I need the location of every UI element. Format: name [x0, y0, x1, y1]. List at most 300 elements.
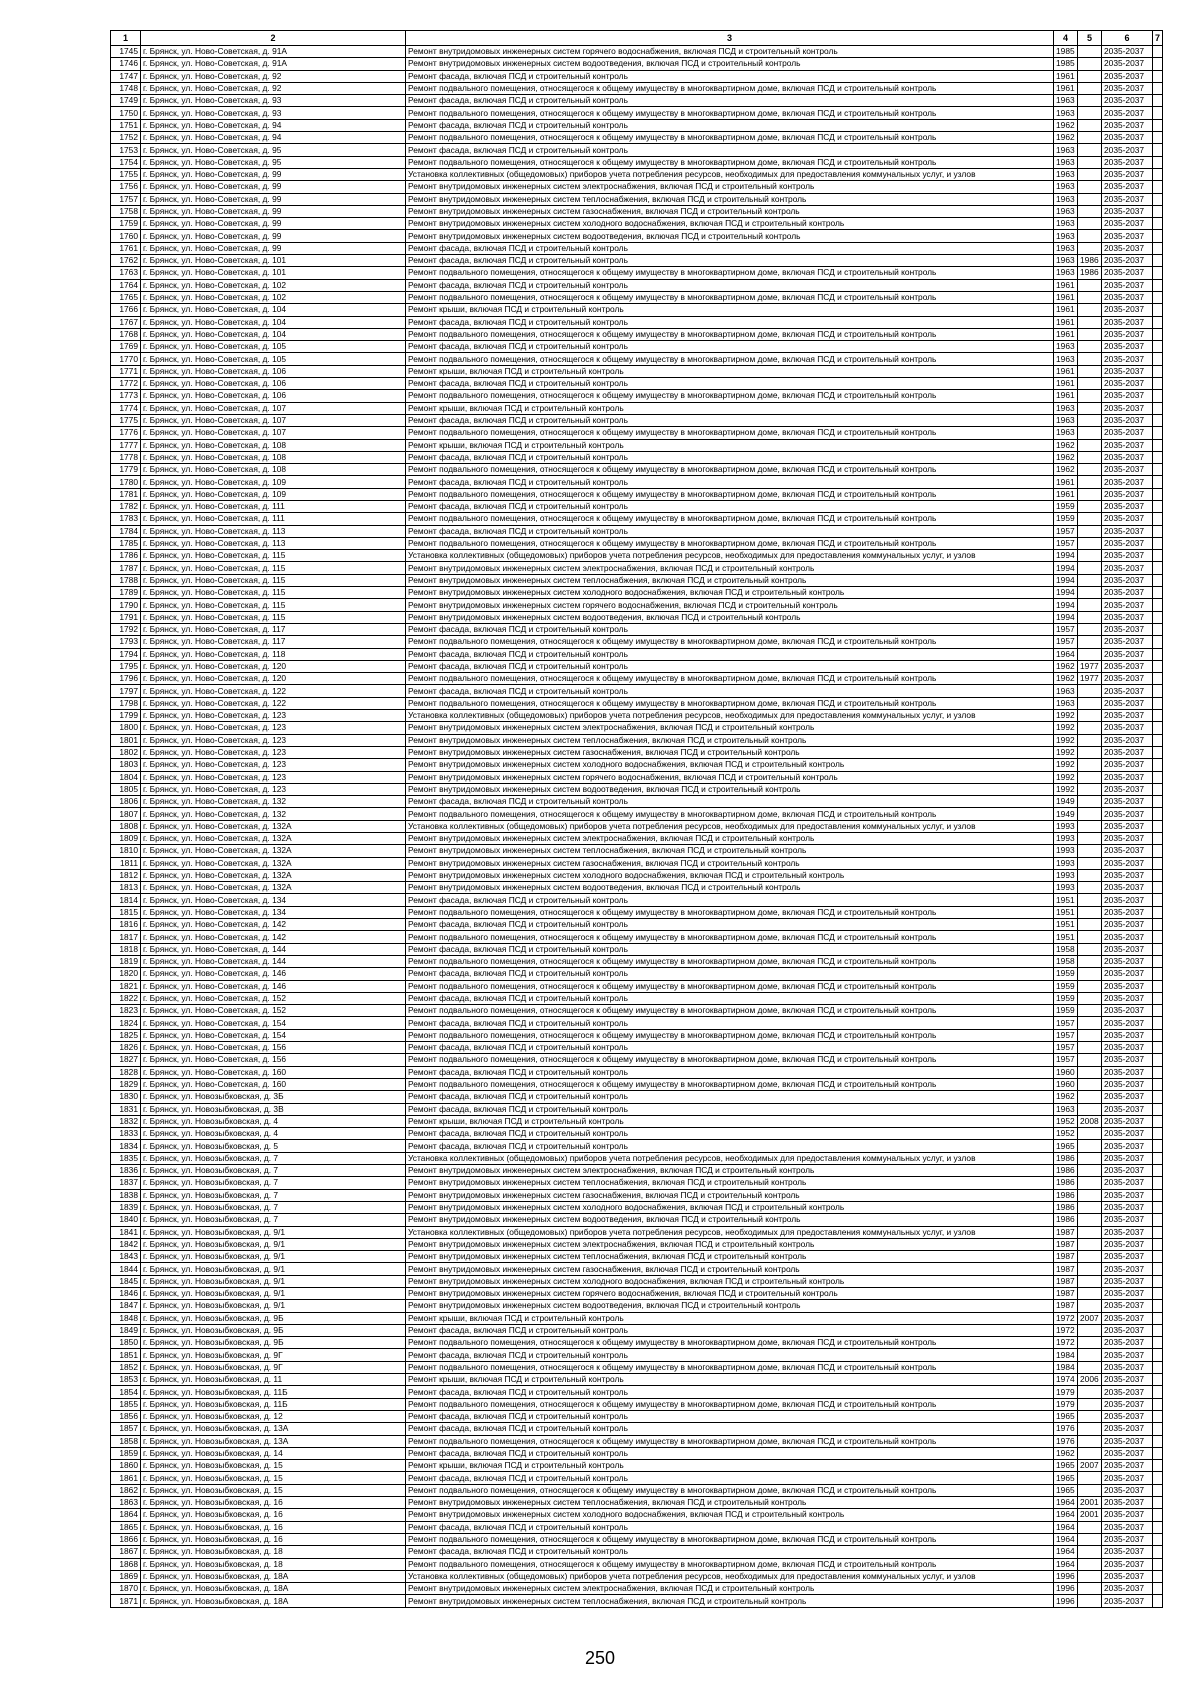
address-cell: г. Брянск, ул. Ново-Советская, д. 160	[141, 1078, 406, 1090]
planned-period-cell: 2035-2037	[1102, 771, 1153, 783]
planned-period-cell: 2035-2037	[1102, 1189, 1153, 1201]
table-row	[111, 906, 1163, 918]
build-year-cell: 1961	[1054, 488, 1078, 500]
table-row	[111, 70, 1163, 82]
address-cell: г. Брянск, ул. Ново-Советская, д. 95	[141, 156, 406, 168]
extra-cell	[1153, 488, 1163, 500]
work-type-cell: Ремонт фасада, включая ПСД и строительный контроль	[406, 378, 1054, 390]
table-row	[111, 1054, 1163, 1066]
last-repair-year-cell	[1078, 980, 1102, 992]
last-repair-year-cell	[1078, 168, 1102, 180]
planned-period-cell: 2035-2037	[1102, 1410, 1153, 1422]
row-number: 1832	[111, 1115, 141, 1127]
work-type-cell: Ремонт крыши, включая ПСД и строительный контроль	[406, 365, 1054, 377]
table-row	[111, 414, 1163, 426]
build-year-cell: 1949	[1054, 796, 1078, 808]
address-cell: г. Брянск, ул. Ново-Советская, д. 104	[141, 316, 406, 328]
row-number: 1821	[111, 980, 141, 992]
work-type-cell: Ремонт подвального помещения, относящегося к общему имуществу в многоквартирном доме, включая ПСД и строительный контроль	[406, 697, 1054, 709]
row-number: 1856	[111, 1410, 141, 1422]
extra-cell	[1153, 759, 1163, 771]
row-number: 1866	[111, 1533, 141, 1545]
planned-period-cell: 2035-2037	[1102, 1214, 1153, 1226]
work-type-cell: Ремонт крыши, включая ПСД и строительный контроль	[406, 1115, 1054, 1127]
build-year-cell: 1963	[1054, 414, 1078, 426]
row-number: 1835	[111, 1152, 141, 1164]
work-type-cell: Ремонт подвального помещения, относящегося к общему имуществу в многоквартирном доме, включая ПСД и строительный контроль	[406, 808, 1054, 820]
address-cell: г. Брянск, ул. Новозыбковская, д. 7	[141, 1165, 406, 1177]
row-number: 1826	[111, 1042, 141, 1054]
table-row	[111, 365, 1163, 377]
address-cell: г. Брянск, ул. Новозыбковская, д. 9/1	[141, 1300, 406, 1312]
build-year-cell: 1961	[1054, 70, 1078, 82]
row-number: 1808	[111, 820, 141, 832]
work-type-cell: Ремонт фасада, включая ПСД и строительный контроль	[406, 1140, 1054, 1152]
build-year-cell: 1992	[1054, 722, 1078, 734]
build-year-cell: 1961	[1054, 279, 1078, 291]
extra-cell	[1153, 869, 1163, 881]
table-row	[111, 919, 1163, 931]
build-year-cell: 1960	[1054, 1078, 1078, 1090]
row-number: 1867	[111, 1546, 141, 1558]
work-type-cell: Ремонт фасада, включая ПСД и строительный контроль	[406, 894, 1054, 906]
row-number: 1762	[111, 255, 141, 267]
planned-period-cell: 2035-2037	[1102, 992, 1153, 1004]
planned-period-cell: 2035-2037	[1102, 537, 1153, 549]
last-repair-year-cell	[1078, 1078, 1102, 1090]
build-year-cell: 1964	[1054, 1546, 1078, 1558]
planned-period-cell: 2035-2037	[1102, 710, 1153, 722]
row-number: 1828	[111, 1066, 141, 1078]
address-cell: г. Брянск, ул. Ново-Советская, д. 142	[141, 919, 406, 931]
table-row	[111, 955, 1163, 967]
table-row	[111, 943, 1163, 955]
row-number: 1844	[111, 1263, 141, 1275]
build-year-cell: 1992	[1054, 771, 1078, 783]
row-number: 1784	[111, 525, 141, 537]
build-year-cell: 1964	[1054, 1533, 1078, 1545]
planned-period-cell: 2035-2037	[1102, 95, 1153, 107]
table-row	[111, 869, 1163, 881]
last-repair-year-cell: 1977	[1078, 660, 1102, 672]
extra-cell	[1153, 1435, 1163, 1447]
table-row	[111, 58, 1163, 70]
build-year-cell: 1963	[1054, 267, 1078, 279]
build-year-cell: 1965	[1054, 1410, 1078, 1422]
extra-cell	[1153, 1214, 1163, 1226]
build-year-cell: 1994	[1054, 574, 1078, 586]
table-row	[111, 1152, 1163, 1164]
planned-period-cell: 2035-2037	[1102, 1521, 1153, 1533]
table-row	[111, 82, 1163, 94]
table-row	[111, 1374, 1163, 1386]
last-repair-year-cell	[1078, 931, 1102, 943]
build-year-cell: 1965	[1054, 1140, 1078, 1152]
column-header: 7	[1153, 31, 1163, 46]
planned-period-cell: 2035-2037	[1102, 1226, 1153, 1238]
work-type-cell: Ремонт фасада, включая ПСД и строительный контроль	[406, 1386, 1054, 1398]
extra-cell	[1153, 648, 1163, 660]
address-cell: г. Брянск, ул. Ново-Советская, д. 115	[141, 574, 406, 586]
extra-cell	[1153, 279, 1163, 291]
address-cell: г. Брянск, ул. Новозыбковская, д. 9Б	[141, 1337, 406, 1349]
last-repair-year-cell	[1078, 500, 1102, 512]
row-number: 1757	[111, 193, 141, 205]
address-cell: г. Брянск, ул. Ново-Советская, д. 160	[141, 1066, 406, 1078]
row-number: 1829	[111, 1078, 141, 1090]
row-number: 1815	[111, 906, 141, 918]
table-row	[111, 722, 1163, 734]
work-type-cell: Ремонт фасада, включая ПСД и строительный контроль	[406, 685, 1054, 697]
address-cell: г. Брянск, ул. Ново-Советская, д. 122	[141, 697, 406, 709]
build-year-cell: 1962	[1054, 1447, 1078, 1459]
build-year-cell: 1962	[1054, 464, 1078, 476]
planned-period-cell: 2035-2037	[1102, 218, 1153, 230]
row-number: 1795	[111, 660, 141, 672]
planned-period-cell: 2035-2037	[1102, 587, 1153, 599]
extra-cell	[1153, 1546, 1163, 1558]
extra-cell	[1153, 710, 1163, 722]
work-type-cell: Ремонт подвального помещения, относящегося к общему имуществу в многоквартирном доме, включая ПСД и строительный контроль	[406, 427, 1054, 439]
extra-cell	[1153, 168, 1163, 180]
table-row	[111, 279, 1163, 291]
planned-period-cell: 2035-2037	[1102, 525, 1153, 537]
last-repair-year-cell	[1078, 82, 1102, 94]
row-number: 1796	[111, 673, 141, 685]
table-row	[111, 1521, 1163, 1533]
last-repair-year-cell	[1078, 623, 1102, 635]
last-repair-year-cell	[1078, 1546, 1102, 1558]
extra-cell	[1153, 1386, 1163, 1398]
last-repair-year-cell: 2008	[1078, 1115, 1102, 1127]
last-repair-year-cell	[1078, 390, 1102, 402]
last-repair-year-cell	[1078, 906, 1102, 918]
planned-period-cell: 2035-2037	[1102, 746, 1153, 758]
row-number: 1777	[111, 439, 141, 451]
work-type-cell: Ремонт фасада, включая ПСД и строительный контроль	[406, 623, 1054, 635]
table-row	[111, 513, 1163, 525]
planned-period-cell: 2035-2037	[1102, 328, 1153, 340]
address-cell: г. Брянск, ул. Ново-Советская, д. 106	[141, 378, 406, 390]
work-type-cell: Ремонт крыши, включая ПСД и строительный контроль	[406, 1374, 1054, 1386]
build-year-cell: 1962	[1054, 673, 1078, 685]
build-year-cell: 1952	[1054, 1128, 1078, 1140]
row-number: 1836	[111, 1165, 141, 1177]
extra-cell	[1153, 1078, 1163, 1090]
build-year-cell: 1992	[1054, 734, 1078, 746]
row-number: 1811	[111, 857, 141, 869]
address-cell: г. Брянск, ул. Ново-Советская, д. 104	[141, 304, 406, 316]
extra-cell	[1153, 1472, 1163, 1484]
build-year-cell: 1992	[1054, 759, 1078, 771]
table-row	[111, 181, 1163, 193]
table-row	[111, 1005, 1163, 1017]
address-cell: г. Брянск, ул. Ново-Советская, д. 93	[141, 95, 406, 107]
last-repair-year-cell	[1078, 992, 1102, 1004]
extra-cell	[1153, 1349, 1163, 1361]
planned-period-cell: 2035-2037	[1102, 820, 1153, 832]
extra-cell	[1153, 242, 1163, 254]
address-cell: г. Брянск, ул. Ново-Советская, д. 123	[141, 783, 406, 795]
work-type-cell: Ремонт фасада, включая ПСД и строительный контроль	[406, 525, 1054, 537]
row-number: 1809	[111, 833, 141, 845]
row-number: 1790	[111, 599, 141, 611]
planned-period-cell: 2035-2037	[1102, 1435, 1153, 1447]
planned-period-cell: 2035-2037	[1102, 1042, 1153, 1054]
row-number: 1792	[111, 623, 141, 635]
table-row	[111, 1140, 1163, 1152]
work-type-cell: Ремонт крыши, включая ПСД и строительный контроль	[406, 1460, 1054, 1472]
table-row	[111, 488, 1163, 500]
work-type-cell: Ремонт фасада, включая ПСД и строительный контроль	[406, 1546, 1054, 1558]
row-number: 1750	[111, 107, 141, 119]
work-type-cell: Ремонт фасада, включая ПСД и строительный контроль	[406, 255, 1054, 267]
last-repair-year-cell	[1078, 205, 1102, 217]
row-number: 1765	[111, 291, 141, 303]
planned-period-cell: 2035-2037	[1102, 513, 1153, 525]
table-row	[111, 1447, 1163, 1459]
extra-cell	[1153, 1447, 1163, 1459]
extra-cell	[1153, 685, 1163, 697]
row-number: 1781	[111, 488, 141, 500]
extra-cell	[1153, 193, 1163, 205]
last-repair-year-cell	[1078, 402, 1102, 414]
table-row	[111, 808, 1163, 820]
build-year-cell: 1958	[1054, 943, 1078, 955]
table-row	[111, 623, 1163, 635]
row-number: 1789	[111, 587, 141, 599]
extra-cell	[1153, 1275, 1163, 1287]
planned-period-cell: 2035-2037	[1102, 697, 1153, 709]
address-cell: г. Брянск, ул. Ново-Советская, д. 115	[141, 587, 406, 599]
table-row	[111, 697, 1163, 709]
planned-period-cell: 2035-2037	[1102, 1386, 1153, 1398]
address-cell: г. Брянск, ул. Ново-Советская, д. 99	[141, 181, 406, 193]
planned-period-cell: 2035-2037	[1102, 845, 1153, 857]
build-year-cell: 1994	[1054, 587, 1078, 599]
address-cell: г. Брянск, ул. Ново-Советская, д. 134	[141, 894, 406, 906]
address-cell: г. Брянск, ул. Ново-Советская, д. 91А	[141, 46, 406, 58]
work-type-cell: Ремонт внутридомовых инженерных систем водоотведения, включая ПСД и строительный контроль	[406, 1300, 1054, 1312]
last-repair-year-cell	[1078, 1238, 1102, 1250]
address-cell: г. Брянск, ул. Ново-Советская, д. 154	[141, 1017, 406, 1029]
extra-cell	[1153, 1558, 1163, 1570]
planned-period-cell: 2035-2037	[1102, 1447, 1153, 1459]
table-row	[111, 1484, 1163, 1496]
address-cell: г. Брянск, ул. Ново-Советская, д. 99	[141, 230, 406, 242]
work-type-cell: Ремонт фасада, включая ПСД и строительный контроль	[406, 919, 1054, 931]
table-row	[111, 1066, 1163, 1078]
work-type-cell: Ремонт подвального помещения, относящегося к общему имуществу в многоквартирном доме, включая ПСД и строительный контроль	[406, 1054, 1054, 1066]
build-year-cell: 1979	[1054, 1386, 1078, 1398]
address-cell: г. Брянск, ул. Ново-Советская, д. 94	[141, 132, 406, 144]
extra-cell	[1153, 882, 1163, 894]
build-year-cell: 1961	[1054, 304, 1078, 316]
address-cell: г. Брянск, ул. Новозыбковская, д. 15	[141, 1484, 406, 1496]
extra-cell	[1153, 181, 1163, 193]
planned-period-cell: 2035-2037	[1102, 1337, 1153, 1349]
planned-period-cell: 2035-2037	[1102, 193, 1153, 205]
build-year-cell: 1984	[1054, 1361, 1078, 1373]
address-cell: г. Брянск, ул. Ново-Советская, д. 109	[141, 476, 406, 488]
planned-period-cell: 2035-2037	[1102, 599, 1153, 611]
extra-cell	[1153, 70, 1163, 82]
row-number: 1842	[111, 1238, 141, 1250]
build-year-cell: 1963	[1054, 427, 1078, 439]
address-cell: г. Брянск, ул. Новозыбковская, д. 16	[141, 1533, 406, 1545]
extra-cell	[1153, 1595, 1163, 1607]
address-cell: г. Брянск, ул. Ново-Советская, д. 123	[141, 759, 406, 771]
planned-period-cell: 2035-2037	[1102, 931, 1153, 943]
last-repair-year-cell	[1078, 1349, 1102, 1361]
extra-cell	[1153, 1583, 1163, 1595]
address-cell: г. Брянск, ул. Ново-Советская, д. 111	[141, 513, 406, 525]
last-repair-year-cell	[1078, 685, 1102, 697]
work-type-cell: Ремонт внутридомовых инженерных систем теплоснабжения, включая ПСД и строительный контроль	[406, 1497, 1054, 1509]
planned-period-cell: 2035-2037	[1102, 955, 1153, 967]
row-number: 1834	[111, 1140, 141, 1152]
planned-period-cell: 2035-2037	[1102, 144, 1153, 156]
planned-period-cell: 2035-2037	[1102, 488, 1153, 500]
work-type-cell: Ремонт внутридомовых инженерных систем газоснабжения, включая ПСД и строительный контроль	[406, 205, 1054, 217]
extra-cell	[1153, 562, 1163, 574]
table-row	[111, 1287, 1163, 1299]
extra-cell	[1153, 500, 1163, 512]
address-cell: г. Брянск, ул. Ново-Советская, д. 99	[141, 218, 406, 230]
table-row	[111, 1324, 1163, 1336]
planned-period-cell: 2035-2037	[1102, 1251, 1153, 1263]
extra-cell	[1153, 304, 1163, 316]
table-row	[111, 759, 1163, 771]
planned-period-cell: 2035-2037	[1102, 808, 1153, 820]
table-row	[111, 1361, 1163, 1373]
address-cell: г. Брянск, ул. Новозыбковская, д. 11Б	[141, 1398, 406, 1410]
table-row	[111, 1497, 1163, 1509]
row-number: 1845	[111, 1275, 141, 1287]
address-cell: г. Брянск, ул. Новозыбковская, д. 16	[141, 1497, 406, 1509]
extra-cell	[1153, 1226, 1163, 1238]
table-row	[111, 427, 1163, 439]
address-cell: г. Брянск, ул. Ново-Советская, д. 132А	[141, 869, 406, 881]
planned-period-cell: 2035-2037	[1102, 894, 1153, 906]
table-row	[111, 378, 1163, 390]
table-row	[111, 796, 1163, 808]
extra-cell	[1153, 1287, 1163, 1299]
table-row	[111, 685, 1163, 697]
build-year-cell: 1972	[1054, 1337, 1078, 1349]
build-year-cell: 1993	[1054, 882, 1078, 894]
build-year-cell: 1963	[1054, 1103, 1078, 1115]
extra-cell	[1153, 1398, 1163, 1410]
extra-cell	[1153, 796, 1163, 808]
table-row	[111, 894, 1163, 906]
work-type-cell: Ремонт внутридомовых инженерных систем водоотведения, включая ПСД и строительный контроль	[406, 783, 1054, 795]
work-type-cell: Ремонт фасада, включая ПСД и строительный контроль	[406, 1349, 1054, 1361]
extra-cell	[1153, 341, 1163, 353]
table-row	[111, 1251, 1163, 1263]
address-cell: г. Брянск, ул. Новозыбковская, д. 18А	[141, 1595, 406, 1607]
build-year-cell: 1987	[1054, 1251, 1078, 1263]
build-year-cell: 1961	[1054, 378, 1078, 390]
build-year-cell: 1962	[1054, 1091, 1078, 1103]
address-cell: г. Брянск, ул. Новозыбковская, д. 7	[141, 1177, 406, 1189]
table-row	[111, 931, 1163, 943]
address-cell: г. Брянск, ул. Новозыбковская, д. 9Г	[141, 1349, 406, 1361]
last-repair-year-cell	[1078, 1324, 1102, 1336]
address-cell: г. Брянск, ул. Новозыбковская, д. 15	[141, 1460, 406, 1472]
row-number: 1786	[111, 550, 141, 562]
work-type-cell: Ремонт фасада, включая ПСД и строительный контроль	[406, 451, 1054, 463]
row-number: 1747	[111, 70, 141, 82]
extra-cell	[1153, 107, 1163, 119]
build-year-cell: 1963	[1054, 242, 1078, 254]
row-number: 1779	[111, 464, 141, 476]
build-year-cell: 1963	[1054, 341, 1078, 353]
table-row	[111, 255, 1163, 267]
build-year-cell: 1987	[1054, 1263, 1078, 1275]
address-cell: г. Брянск, ул. Новозыбковская, д. 7	[141, 1189, 406, 1201]
build-year-cell: 1960	[1054, 1066, 1078, 1078]
address-cell: г. Брянск, ул. Ново-Советская, д. 105	[141, 341, 406, 353]
work-type-cell: Ремонт внутридомовых инженерных систем электроснабжения, включая ПСД и строительный контроль	[406, 1583, 1054, 1595]
row-number: 1794	[111, 648, 141, 660]
table-row	[111, 1263, 1163, 1275]
planned-period-cell: 2035-2037	[1102, 1103, 1153, 1115]
address-cell: г. Брянск, ул. Ново-Советская, д. 102	[141, 291, 406, 303]
build-year-cell: 1987	[1054, 1300, 1078, 1312]
extra-cell	[1153, 968, 1163, 980]
planned-period-cell: 2035-2037	[1102, 439, 1153, 451]
extra-cell	[1153, 955, 1163, 967]
extra-cell	[1153, 845, 1163, 857]
extra-cell	[1153, 980, 1163, 992]
planned-period-cell: 2035-2037	[1102, 1361, 1153, 1373]
work-type-cell: Ремонт внутридомовых инженерных систем теплоснабжения, включая ПСД и строительный контроль	[406, 1251, 1054, 1263]
address-cell: г. Брянск, ул. Ново-Советская, д. 132	[141, 808, 406, 820]
table-row	[111, 1091, 1163, 1103]
row-number: 1860	[111, 1460, 141, 1472]
work-type-cell: Ремонт подвального помещения, относящегося к общему имуществу в многоквартирном доме, включая ПСД и строительный контроль	[406, 1435, 1054, 1447]
build-year-cell: 1961	[1054, 328, 1078, 340]
row-number: 1841	[111, 1226, 141, 1238]
work-type-cell: Ремонт внутридомовых инженерных систем газоснабжения, включая ПСД и строительный контроль	[406, 1263, 1054, 1275]
row-number: 1778	[111, 451, 141, 463]
work-type-cell: Ремонт фасада, включая ПСД и строительный контроль	[406, 144, 1054, 156]
planned-period-cell: 2035-2037	[1102, 759, 1153, 771]
work-type-cell: Ремонт фасада, включая ПСД и строительный контроль	[406, 943, 1054, 955]
address-cell: г. Брянск, ул. Ново-Советская, д. 123	[141, 746, 406, 758]
work-type-cell: Ремонт фасада, включая ПСД и строительный контроль	[406, 316, 1054, 328]
row-number: 1810	[111, 845, 141, 857]
address-cell: г. Брянск, ул. Ново-Советская, д. 108	[141, 439, 406, 451]
extra-cell	[1153, 1029, 1163, 1041]
extra-cell	[1153, 58, 1163, 70]
row-number: 1822	[111, 992, 141, 1004]
address-cell: г. Брянск, ул. Ново-Советская, д. 122	[141, 685, 406, 697]
table-row	[111, 845, 1163, 857]
extra-cell	[1153, 992, 1163, 1004]
table-row	[111, 218, 1163, 230]
planned-period-cell: 2035-2037	[1102, 1558, 1153, 1570]
planned-period-cell: 2035-2037	[1102, 402, 1153, 414]
last-repair-year-cell	[1078, 574, 1102, 586]
work-type-cell: Ремонт внутридомовых инженерных систем теплоснабжения, включая ПСД и строительный контроль	[406, 845, 1054, 857]
work-type-cell: Ремонт внутридомовых инженерных систем горячего водоснабжения, включая ПСД и строительный контроль	[406, 599, 1054, 611]
build-year-cell: 1964	[1054, 1497, 1078, 1509]
last-repair-year-cell	[1078, 1091, 1102, 1103]
planned-period-cell: 2035-2037	[1102, 1509, 1153, 1521]
last-repair-year-cell	[1078, 734, 1102, 746]
